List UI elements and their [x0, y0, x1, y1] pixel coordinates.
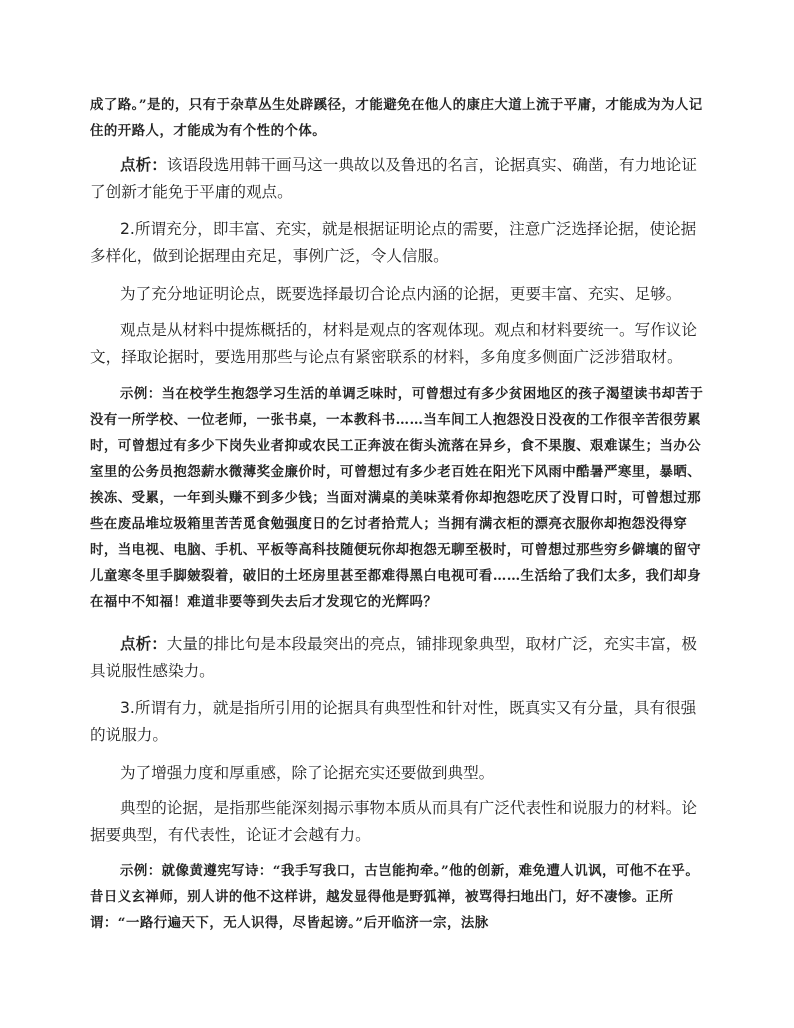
paragraph-text: 该语段选用韩干画马这一典故以及鲁迅的名言，论据真实、确凿，有力地论证了创新才能免于平庸的观点。: [90, 156, 697, 201]
analysis-label: 点析：: [120, 635, 167, 653]
body-paragraph: [90, 281, 706, 308]
analysis-paragraph: [90, 631, 706, 685]
example-label: 示例：: [120, 863, 162, 879]
paragraph-text: 当在校学生抱怨学习生活的单调乏味时，可曾想过有多少贫困地区的孩子渴望读书却苦于没有一所学校、一位老师，一张书桌，一本教科书……当车间工人抱怨没日没夜的工作很辛苦很劳累时，可曾想过有多少下岗失业者抑或农民工正奔波在街头流落在异乡，食不果腹、艰难谋生；当办公室里的公务员抱怨薪水微薄奖金廉价时，可曾想过有多少老百姓在阳光下风雨中酷暑严寒里，暴晒、挨冻、受累，一年到头赚不到多少钱；当面对满桌的美味菜肴你却抱怨吃厌了没胃口时，可曾想过那些在废品堆垃圾箱里苦苦觅食勉强度日的乞讨者拾荒人；当拥有满衣柜的漂亮衣服你却抱怨没得穿时，当电视、电脑、手机、平板等高科技随便玩你却抱怨无聊至极时，可曾想过那些穷乡僻壤的留守儿童寒冬里手脚皴裂着，破旧的土坯房里甚至都难得黑白电视可看……生活给了我们太多，我们却身在福中不知福！难道非要等到失去后才发现它的光辉吗？: [90, 386, 704, 610]
analysis-paragraph: [90, 152, 706, 206]
point-2-paragraph: [90, 216, 706, 270]
paragraph-text: 就像黄遵宪写诗：“我手写我口，古岂能拘牵。”他的创新，难免遭人讥讽，可他不在乎。昔日义玄禅师，别人讲的他不这样讲，越发显得他是野狐禅，被骂得扫地出门，好不凄惨。正所谓：“一路行遍天下，无人识得，尽皆起谤。”后开临济一宗，法脉: [90, 863, 700, 931]
paragraph-text: 2.所谓充分，即丰富、充实，就是根据证明论点的需要，注意广泛选择论据，使论据多样化，做到论据理由充足，事例广泛，令人信服。: [90, 220, 697, 265]
body-paragraph: [90, 760, 706, 787]
paragraph-text: 观点是从材料中提炼概括的，材料是观点的客观体现。观点和材料要统一。写作议论文，择取论据时，要选用那些与论点有紧密联系的材料，多角度多侧面广泛涉猎取材。: [90, 321, 697, 366]
example-paragraph: [90, 381, 706, 615]
analysis-label: 点析：: [120, 156, 167, 174]
paragraph-text: 大量的排比句是本段最突出的亮点，铺排现象典型，取材广泛，充实丰富，极具说服性感染力。: [90, 635, 697, 680]
example-paragraph: [90, 858, 706, 936]
paragraph-text: 为了充分地证明论点，既要选择最切合论点内涵的论据，更要丰富、充实、足够。: [120, 285, 682, 303]
paragraph-continuation: [90, 92, 706, 144]
body-paragraph: [90, 795, 706, 849]
paragraph-text: 成了路。”是的，只有于杂草丛生处辟蹊径，才能避免在他人的康庄大道上流于平庸，才能成为为人记住的开路人，才能成为有个性的个体。: [90, 97, 703, 139]
paragraph-text: 为了增强力度和厚重感，除了论据充实还要做到典型。: [120, 764, 495, 782]
body-paragraph: [90, 317, 706, 371]
example-label: 示例：: [120, 386, 162, 402]
paragraph-text: 典型的论据，是指那些能深刻揭示事物本质从而具有广泛代表性和说服力的材料。论据要典型，有代表性，论证才会越有力。: [90, 799, 697, 844]
paragraph-text: 3.所谓有力，就是指所引用的论据具有典型性和针对性，既真实又有分量，具有很强的说服力。: [90, 699, 697, 744]
point-3-paragraph: [90, 695, 706, 749]
